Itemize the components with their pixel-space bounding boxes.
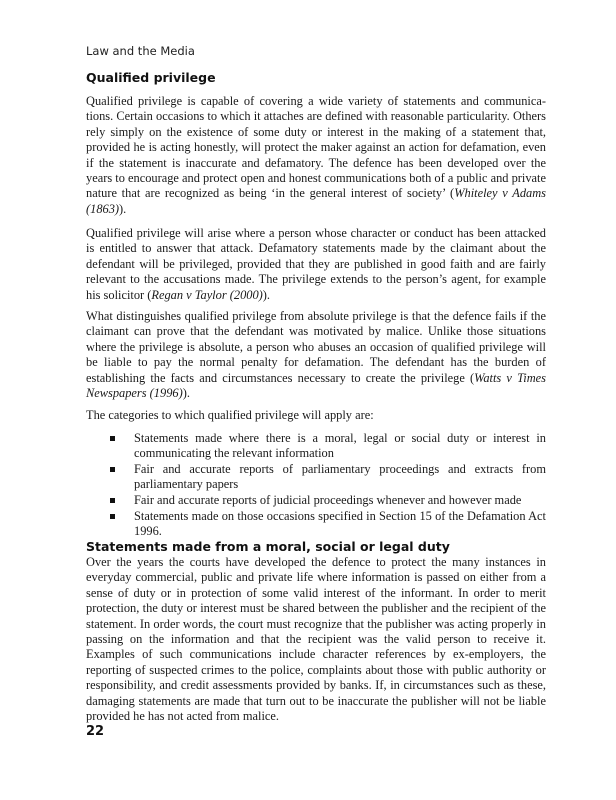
list-item-text: Fair and accurate reports of judicial proceedings whenever and however made	[134, 492, 522, 507]
list-item	[110, 493, 546, 508]
paragraph-1-end: ).	[119, 201, 127, 216]
paragraph-2-end: ).	[262, 287, 271, 302]
case-citation: Watts v Times Newspapers (1996)	[86, 370, 546, 401]
list-item-text: Statements made on those occasions specified in Section 15 of the Defamation Act 1996.	[134, 508, 546, 538]
list-item-text: Fair and accurate reports of parliamentary proceedings and extracts from parliamentary papers	[134, 461, 546, 492]
paragraph-3-text: What distinguishes qualified privilege from absolute privilege is that the defence fails if the claimant can prove that the defendant was motivated by malice. Unlike those situations where the privilege is absolute, a person who abuses an occasion of qualified privilege will be liable to pay the normal penalty for defamation. The defendant has the burden of establishing the facts and circumstances necessary to create the privilege (	[86, 309, 546, 385]
square-bullet-icon	[110, 436, 115, 441]
page-number: 22	[86, 724, 105, 739]
list-item	[110, 509, 546, 539]
square-bullet-icon	[110, 467, 115, 472]
paragraph-1	[86, 94, 546, 217]
square-bullet-icon	[110, 514, 115, 519]
list-item-text: Statements made where there is a moral, legal or social duty or interest in communicating the relevant information	[134, 431, 546, 461]
section-heading-moral-duty: Statements made from a moral, social or legal duty	[86, 539, 450, 554]
paragraph-3	[86, 309, 546, 401]
section-heading-qualified-privilege: Qualified privilege	[86, 70, 216, 85]
paragraph-1-text: Qualified privilege is capable of covering a wide variety of statements and communica-tions. Certain occasions to which it attaches are defined with reasonable particularity. Others rely simply on the existence of some duty or interest in the making of a statement that, provided he is acting honestly, will protect the maker against an action for defamation, even if the statement is inaccurate and defamatory. The defence has been developed over the years to encourage and protect open and honest communications both of a public and private nature that are recognized as being ‘in the general interest of society’ (	[86, 94, 546, 201]
list-item	[110, 462, 546, 492]
paragraph-2-text: Qualified privilege will arise where a person whose character or conduct has been attacked is entitled to answer that attack. Defamatory statements made by the claimant about the defendant will be privileged, provided that they are published in good faith and are fairly relevant to the accusations made. The privilege extends to the person’s agent, for example his solicitor (	[86, 226, 546, 302]
category-list	[110, 431, 546, 539]
paragraph-4: The categories to which qualified privilege will apply are:	[86, 408, 374, 422]
case-citation: Regan v Taylor (2000)	[151, 287, 263, 302]
paragraph-2	[86, 226, 546, 303]
paragraph-5: Over the years the courts have developed the defence to protect the many instances in everyday commercial, public and private life where information is passed on either from a sense of duty or in protection of some valid interest of the informant. In order to merit protection, the duty or interest must be shared between the publisher and the recipient of the statement. In order words, the court must recognize that the publisher was acting properly in passing on the information and that the recipient was the valid person to receive it. Examples of such communications include character references by ex-employers, the reporting of suspected crimes to the police, complaints about those with public authority or responsibility, and credit assessments provided by banks. If, in circumstances such as these, damaging statements are made that turn out to be inaccurate the publisher will not be liable provided he has not acted from malice.	[86, 555, 546, 724]
paragraph-3-end: ).	[182, 386, 190, 401]
list-item	[110, 431, 546, 461]
case-citation: Whiteley v Adams (1863)	[86, 186, 546, 216]
square-bullet-icon	[110, 498, 115, 503]
running-head: Law and the Media	[86, 44, 195, 58]
